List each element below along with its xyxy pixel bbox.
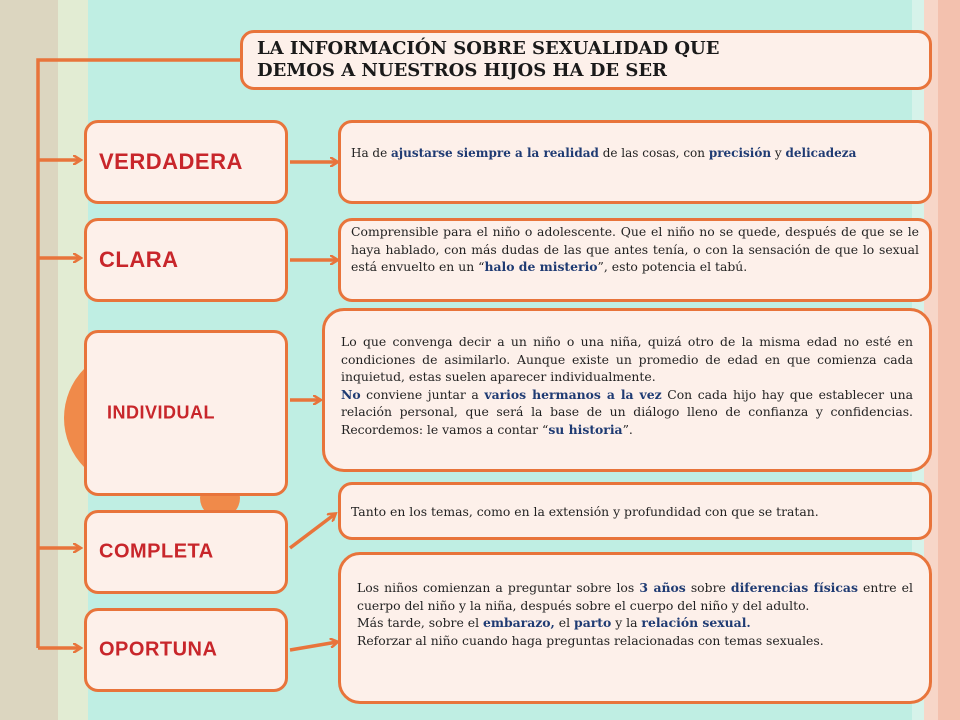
- desc-bold: 3 años: [639, 580, 686, 595]
- title-line-1: LA INFORMACIÓN SOBRE SEXUALIDAD QUE: [257, 38, 720, 59]
- desc-oportuna: [341, 555, 929, 649]
- desc-text: conviene juntar a: [360, 386, 485, 402]
- label-individual: INDIVIDUAL: [107, 402, 215, 423]
- title-box: [240, 30, 932, 90]
- desc-text: de las cosas, con: [598, 146, 709, 160]
- desc-text: Reforzar al niño cuando haga preguntas relacionadas con temas sexuales.: [357, 632, 824, 648]
- desc-box-verdadera: [338, 120, 932, 204]
- arrow-completa-desc: [290, 514, 335, 548]
- desc-text: Más tarde, sobre el: [357, 615, 483, 630]
- desc-bold: delicadeza: [785, 146, 857, 160]
- desc-text: ”, esto potencia el tabú.: [597, 259, 748, 274]
- desc-text: el: [554, 615, 575, 630]
- label-box-verdadera: [84, 120, 288, 204]
- page-title: [243, 33, 929, 87]
- desc-clara: [341, 221, 929, 282]
- desc-text: sobre: [685, 580, 731, 595]
- desc-bold: embarazo,: [482, 615, 555, 630]
- desc-bold: precisión: [708, 146, 772, 160]
- desc-verdadera: [341, 123, 929, 169]
- desc-text: entre el cuerpo del niño y la niña, después sobre el cuerpo del niño y del adulto.: [357, 580, 913, 613]
- desc-text: Con cada hijo hay que establecer una relación personal, que será la base de un diálogo lleno de confianza y confidencias. Recordemos: le vamos a contar “: [341, 386, 913, 437]
- label-oportuna: OPORTUNA: [99, 638, 218, 661]
- desc-bold: su historia: [548, 421, 623, 437]
- desc-bold: diferencias físicas: [730, 580, 858, 595]
- desc-text: Comprensible para el niño o adolescente. Que el niño no se quede, después de que se le haya hablado, con más dudas de las que antes tenía, o con la sensación de que lo sexual está envuelto en un “: [351, 224, 919, 274]
- label-clara: CLARA: [99, 247, 179, 272]
- label-verdadera: VERDADERA: [99, 149, 243, 174]
- desc-text: y: [771, 146, 786, 160]
- desc-completa: [341, 485, 929, 527]
- desc-box-completa: [338, 482, 932, 540]
- desc-bold: No: [341, 386, 361, 402]
- desc-box-individual: [322, 308, 932, 472]
- desc-text: ”.: [622, 421, 633, 437]
- desc-box-clara: [338, 218, 932, 302]
- desc-bold: parto: [574, 615, 612, 630]
- label-completa: COMPLETA: [99, 540, 214, 563]
- desc-text: Tanto en los temas, como en la extensión y profundidad con que se tratan.: [351, 504, 819, 519]
- desc-individual: [325, 311, 929, 438]
- desc-bold: halo de misterio: [484, 259, 598, 274]
- desc-bold: ajustarse siempre a la realidad: [391, 146, 599, 160]
- desc-text: Ha de: [351, 146, 392, 160]
- desc-text: Los niños comienzan a preguntar sobre los: [357, 580, 640, 595]
- desc-text: Lo que convenga decir a un niño o una niña, quizá otro de la misma edad no esté en condiciones de asimilarlo. Aunque existe un promedio de edad en que comienza cada inquietud, estas suelen aparecer individualmente.: [341, 334, 913, 384]
- title-line-2: DEMOS A NUESTROS HIJOS HA DE SER: [257, 60, 668, 81]
- label-box-completa: [84, 510, 288, 594]
- desc-bold: relación sexual.: [641, 615, 751, 630]
- label-box-individual: [84, 330, 288, 496]
- desc-text: y la: [611, 615, 642, 630]
- label-box-clara: [84, 218, 288, 302]
- desc-bold: varios hermanos a la vez: [484, 386, 662, 402]
- label-box-oportuna: [84, 608, 288, 692]
- arrow-oportuna-desc: [290, 642, 337, 650]
- desc-box-oportuna: [338, 552, 932, 704]
